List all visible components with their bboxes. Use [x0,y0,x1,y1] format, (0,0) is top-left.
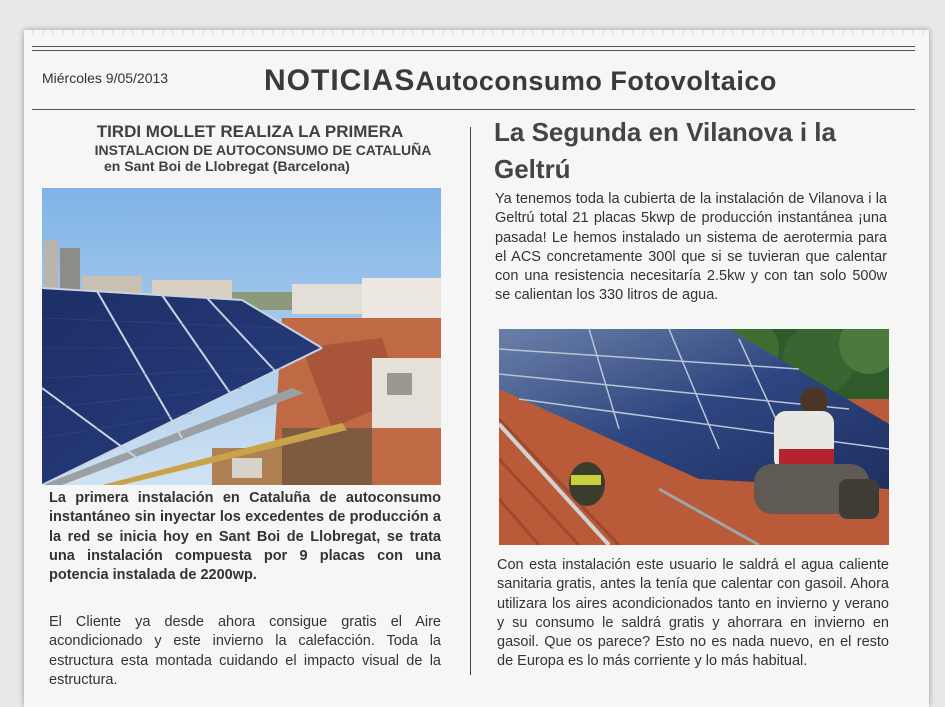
publication-date: Miércoles 9/05/2013 [42,70,169,86]
worker-installing-panels-photo [499,329,889,545]
column-divider [470,127,471,675]
masthead [264,64,777,98]
top-rule-secondary [32,50,915,51]
right-headline: La Segunda en Vilanova i la Geltrú [494,117,836,184]
left-headline-line3: en Sant Boi de Llobregat (Barcelona) [104,158,350,174]
top-rule [32,46,915,47]
masthead-rule [32,109,915,110]
left-headline-line2: INSTALACION DE AUTOCONSUMO DE CATALUÑA [94,142,432,158]
left-headline [40,122,460,174]
newspaper-page [24,30,929,707]
masthead-section: NOTICIAS [264,64,416,97]
left-body-paragraph: El Cliente ya desde ahora consigue gratis el Aire acondicionado y este invierno la calefacción. Toda la estructura esta montada cuidando el impacto visual de la estructura. [49,614,441,688]
right-paragraph-2: Con esta instalación este usuario le saldrá el agua caliente sanitaria gratis, antes la tenía que calentar con gasoil. Ahora utilizara los aires acondicionados tanto en invierno y verano y su consumo le saldrá gratis y ahorrara en invierno en gasoil. Que os parece? Esto no es nada nuevo, en el resto de Europa es lo más corriente y lo más habitual. [497,557,889,670]
right-paragraph-1: Ya tenemos toda la cubierta de la instalación de Vilanova i la Geltrú total 21 placas 5kwp de producción instantánea ¡una pasada! Le hemos instalado un sistema de aerotermia para el ACS concretamente 300l que si se tuvieran que calentar con una resistencia necesitaría 2.5kw y con tan solo 500w se calientan los 330 litros de agua. [495,191,887,304]
rooftop-solar-photo [42,188,441,485]
left-headline-line1: TIRDI MOLLET REALIZA LA PRIMERA [96,122,404,141]
left-lead-paragraph: La primera instalación en Cataluña de autoconsumo instantáneo sin inyectar los excedentes de producción a la red se inicia hoy en Sant Boi de Llobregat, se trata una instalación compuesta por 9 placas con una potencia instalada de 2200wp. [49,490,441,584]
masthead-topic: Autoconsumo Fotovoltaico [415,66,777,96]
